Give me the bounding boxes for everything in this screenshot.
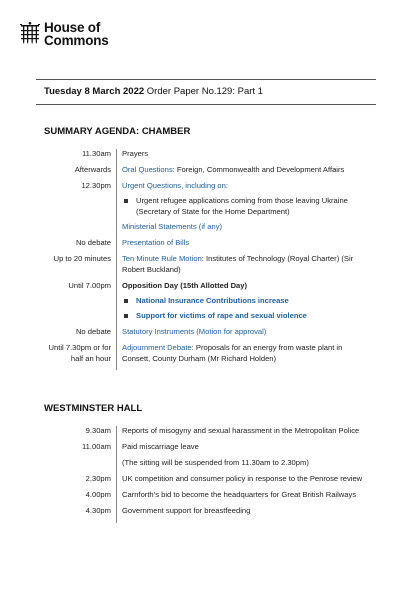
victims-support-link[interactable]: Support for victims of rape and sexual violence <box>136 311 307 321</box>
logo-line1: House of <box>44 20 101 35</box>
agenda-row <box>36 254 376 280</box>
row-time: Until 7.30pm or for half an hour <box>48 343 111 363</box>
order-paper-header <box>44 86 263 97</box>
agenda-row <box>36 238 376 254</box>
presentation-of-bills-link[interactable]: Presentation of Bills <box>122 238 190 248</box>
row-time: 11.00am <box>82 442 111 452</box>
header-date: Tuesday 8 March 2022 <box>44 86 145 97</box>
agenda-row <box>36 149 376 165</box>
row-time: 2.30pm <box>85 474 111 484</box>
row-time: 4.30pm <box>85 506 111 516</box>
house-of-commons-logo <box>20 22 109 47</box>
header-top-rule <box>36 79 376 80</box>
table-row <box>36 474 376 490</box>
westminster-agenda <box>36 426 376 523</box>
table-row <box>36 506 376 522</box>
portcullis-icon <box>20 22 40 44</box>
adjournment-debate-link[interactable]: Adjournment Debate <box>122 343 192 353</box>
list-item <box>122 311 366 321</box>
bullet-icon <box>124 314 128 318</box>
oral-questions-link[interactable]: Oral Questions <box>122 165 173 175</box>
ministerial-statements-link[interactable]: Ministerial Statements (if any) <box>122 222 223 232</box>
westminster-hall-title: WESTMINSTER HALL <box>44 403 143 414</box>
table-row <box>36 442 376 458</box>
bullet-icon <box>124 299 128 303</box>
row-text: Government support for breastfeeding <box>116 506 376 522</box>
row-time: Until 7.00pm <box>68 280 111 290</box>
statutory-instruments-link[interactable]: Statutory Instruments (Motion for approval) <box>122 327 267 337</box>
chamber-title: SUMMARY AGENDA: CHAMBER <box>44 126 191 137</box>
table-row <box>36 458 376 474</box>
agenda-row <box>36 181 376 238</box>
table-row <box>36 426 376 442</box>
ten-minute-rule-text: : Institutes of Technology (Royal Charter) (Sir Robert Buckland) <box>122 254 354 274</box>
adjournment-debate-text: : Proposals for an energy from waste plant in Consett, County Durham (Mr Richard Holden) <box>122 343 343 363</box>
row-text: Paid miscarriage leave <box>116 442 376 458</box>
row-text: UK competition and consumer policy in response to the Penrose review <box>116 474 376 490</box>
header-title: Order Paper No.129: Part 1 <box>144 86 263 97</box>
agenda-row <box>36 343 376 369</box>
oral-questions-text: : Foreign, Commonwealth and Development Affairs <box>172 165 345 175</box>
agenda-row <box>36 281 376 328</box>
ten-minute-rule-link[interactable]: Ten Minute Rule Motion <box>122 254 202 264</box>
table-row <box>36 490 376 506</box>
agenda-row <box>36 327 376 343</box>
logo-line2: Commons <box>44 32 109 48</box>
row-text: (The sitting will be suspended from 11.30am to 2.30pm) <box>116 458 376 474</box>
urgent-question-item: Urgent refugee applications coming from those leaving Ukraine (Secretary of State for the Home Department) <box>136 196 348 216</box>
urgent-questions-link[interactable]: Urgent Questions, including on: <box>122 181 228 191</box>
row-text: Reports of misogyny and sexual harassment in the Metropolitan Police <box>116 426 376 442</box>
prayers-text: Prayers <box>122 149 149 158</box>
row-text: Carnforth’s bid to become the headquarters for Great British Railways <box>116 490 376 506</box>
header-bottom-rule <box>36 104 376 105</box>
list-item <box>122 296 366 306</box>
row-time: No debate <box>75 327 111 337</box>
row-time: Afterwards <box>74 165 111 175</box>
bullet-icon <box>124 199 128 203</box>
row-time: 11.30am <box>82 149 111 158</box>
opposition-day-title: Opposition Day (15th Allotted Day) <box>122 280 248 290</box>
agenda-row <box>36 165 376 181</box>
chamber-agenda <box>36 149 376 370</box>
ni-contributions-link[interactable]: National Insurance Contributions increase <box>136 295 289 305</box>
row-time: 4.00pm <box>85 490 111 500</box>
row-time: Up to 20 minutes <box>53 254 111 264</box>
row-time <box>36 458 116 474</box>
row-time: 12.30pm <box>81 181 111 191</box>
row-time: No debate <box>75 238 111 248</box>
list-item <box>122 196 366 217</box>
row-time: 9.30am <box>85 426 111 435</box>
